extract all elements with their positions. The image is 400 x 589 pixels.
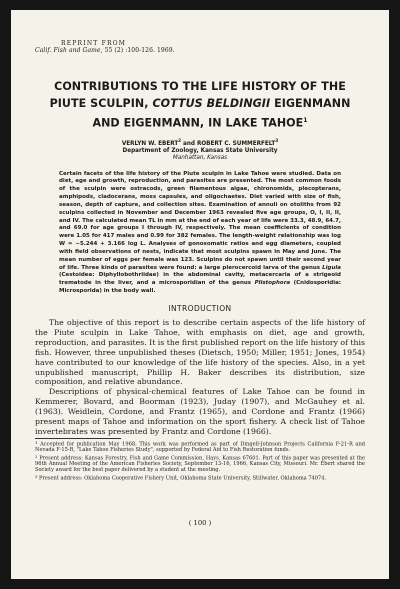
title-species: COTTUS BELDINGII <box>152 97 271 110</box>
author-names: VERLYN W. EBERT$^2$ and ROBERT C. SUMMERFELT$^3$ <box>121 137 279 147</box>
author-department: Department of Zoology, Kansas State University <box>122 147 278 154</box>
author-block <box>35 137 365 163</box>
journal-name: Calif. Fish and Game, <box>35 47 103 55</box>
abstract: Certain facets of the life history of the Piute sculpin in Lake Tahoe were studied. Data on diet, age and growth, reproduction, and parasites are presented. The most common foods of the sculpin were ostracods, green filamentous algae, chironomids, plecopterans, amphipods, cladocerans, moss capsules, and oligochaetes. Diet varied with size of fish, season, depth of capture, and collection sites. Examination of annuli on otoliths from 92 sculpins collected in November and December 1963 revealed five age groups, O, I, II, II, and IV. The calculated mean TL in mm at the end of each year of life were 33.3, 48.9, 64.7, and 69.0 for age groups I through IV, respectively. The mean coefficients of condition were 1.05 for 417 males and 0.99 for 382 females. The length-weight relationship was log W = −5.244 + 3.166 log L. Analyses of gonosomatic ratios and egg diameters, coupled with field observations of nests, indicate that most sculpins spawn in May and June. The mean number of eggs per female was 123. Sculpins do not spawn until their second year of life. Three kinds of parasites were found: a large plerocercoid larva of the genus Ligula (Cestoidea: Diphyllobothriidae) in the abdominal cavity, metacercaria of a strigeoid trematode in the liver, and a microsporidian of the genus Plistophora (Cnidosporidia: Microsporida) in the body wall. <box>59 170 342 295</box>
journal-citation <box>35 47 365 54</box>
title-footnote-mark: 1 <box>303 117 308 125</box>
footnote-divider <box>35 438 121 439</box>
section-heading: INTRODUCTION <box>168 303 232 313</box>
author-location: Manhattan, Kansas <box>172 155 228 162</box>
body-paragraph-1: The objective of this report is to describe certain aspects of the life history of the Piute sculpin in Lake Tahoe, with emphasis on diet, age and growth, reproduction, and parasites. It is the first published report on the life history of this fish. However, three unpublished theses (Dietsch, 1950; Miller, 1951; Jones, 1954) have contributed to our knowledge of the life history of the species. Also, in a yet unpublished manuscript, Phillip H. Baker describes its distribution, size composition, and relative abundance. <box>35 317 365 387</box>
footnote-1: $^1$ Accepted for publication May 1968. This work was performed as part of Dingell-Johnson Projects California F-21-R and Nevada F-15-R, "Lake Tahoe Fisheries Study", supported by Federal Aid to Fish Restoration funds. <box>35 440 365 454</box>
title-part-2: EIGENMANN AND EIGENMANN, IN LAKE TAHOE <box>92 97 351 131</box>
footnotes <box>35 440 365 482</box>
reprint-header <box>35 40 365 55</box>
article-title <box>35 78 365 133</box>
page-number: ( 100 ) <box>188 519 212 527</box>
footnote-3: $^3$ Present address: Oklahoma Cooperative Fishery Unit, Oklahoma State University, Stillwater, Oklahoma 74074. <box>35 473 327 482</box>
body-paragraph-2: Descriptions of physical-chemical features of Lake Tahoe can be found in Kemmerer, Bovard, and Boorman (1923), Juday (1907), and McGauhey et al. (1963). Weidlein, Cordone, and Frantz (1965), and Cordone and Frantz (1966) present maps of Tahoe and information on the sport fishery. A check list of Tahoe invertebrates was presented by Frantz and Cordone (1966). <box>35 387 365 437</box>
reprint-label: REPRINT FROM <box>61 40 127 47</box>
document-page <box>11 10 389 579</box>
footnote-2: $^2$ Present address: Kansas Forestry, Fish and Game Commission, Hays, Kansas 67601. Part of this paper was presented at the 96th Annual Meeting of the American Fisheries Society, September 13-16, 1966, Kansas City, Missouri. Mr. Ebert shared the Society award for the best paper delivered by a student at the meeting. <box>35 454 365 474</box>
journal-volume: 55 (2) :100-126. 1969. <box>104 47 175 55</box>
title-part-1: CONTRIBUTIONS TO THE LIFE HISTORY OF THE PIUTE SCULPIN, <box>49 79 346 110</box>
body-text <box>35 318 365 437</box>
